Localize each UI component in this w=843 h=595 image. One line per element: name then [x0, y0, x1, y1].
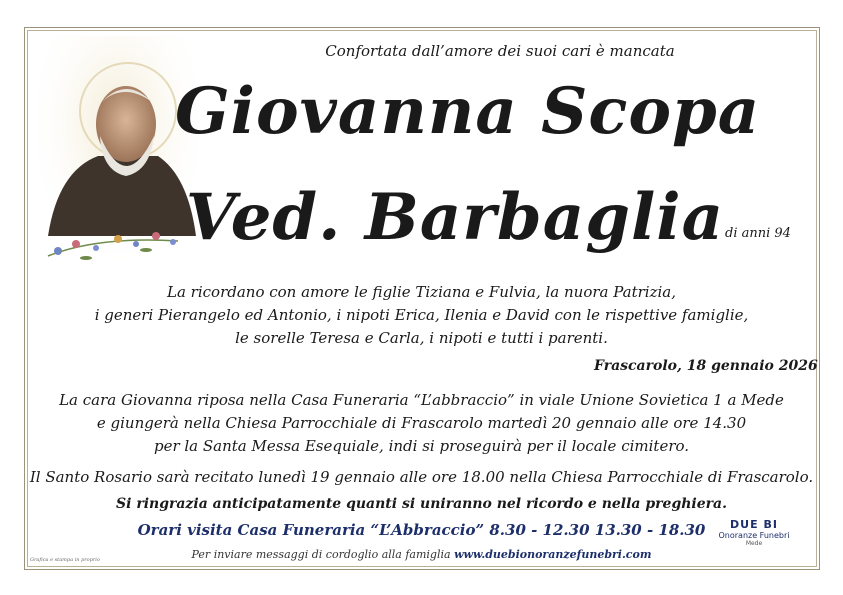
- funeral-line: La cara Giovanna riposa nella Casa Funeraria “L’abbraccio” in viale Unione Sovietica 1 a Mede: [59, 391, 784, 409]
- intro-text: Confortata dall’amore dei suoi cari è mancata: [325, 42, 675, 60]
- credit-text: Grafica e stampa in proprio: [30, 557, 100, 563]
- condolence-prefix: Per inviare messaggi di cordoglio alla famiglia: [191, 548, 451, 561]
- age-text: di anni 94: [725, 226, 791, 241]
- funeral-line: e giungerà nella Chiesa Parrocchiale di Frascarolo martedì 20 gennaio alle ore 14.30: [96, 414, 747, 432]
- funeral-line: per la Santa Messa Esequiale, indi si proseguirà per il locale cimitero.: [153, 437, 690, 455]
- saint-portrait-image: [38, 36, 198, 286]
- family-line: i generi Pierangelo ed Antonio, i nipoti Erica, Ilenia e David con le rispettive famiglie,: [94, 306, 749, 324]
- thanks-text: Si ringrazia anticipatamente quanti si uniranno nel ricordo e nella preghiera.: [116, 496, 727, 512]
- website-link[interactable]: www.duebionoranzefunebri.com: [454, 548, 652, 561]
- logo-subtitle: Onoranze Funebri: [718, 531, 790, 540]
- place-date: Frascarolo, 18 gennaio 2026: [594, 358, 818, 374]
- rosary-text: Il Santo Rosario sarà recitato lunedì 19 gennaio alle ore 18.00 nella Chiesa Parrocchiale di Frascarolo.: [29, 468, 814, 486]
- deceased-name-line2: Ved. Barbaglia: [185, 180, 725, 255]
- family-line: La ricordano con amore le figlie Tiziana e Fulvia, la nuora Patrizia,: [167, 283, 676, 301]
- funeral-home-logo: [713, 518, 795, 558]
- visiting-hours: Orari visita Casa Funeraria “L’Abbraccio” 8.30 - 12.30 13.30 - 18.30: [137, 521, 706, 539]
- deceased-name-line1: Giovanna Scopa: [175, 74, 761, 149]
- family-line: le sorelle Teresa e Carla, i nipoti e tutti i parenti.: [235, 329, 608, 347]
- logo-town: Mede: [745, 540, 763, 547]
- logo-title: DUE BI: [730, 518, 778, 531]
